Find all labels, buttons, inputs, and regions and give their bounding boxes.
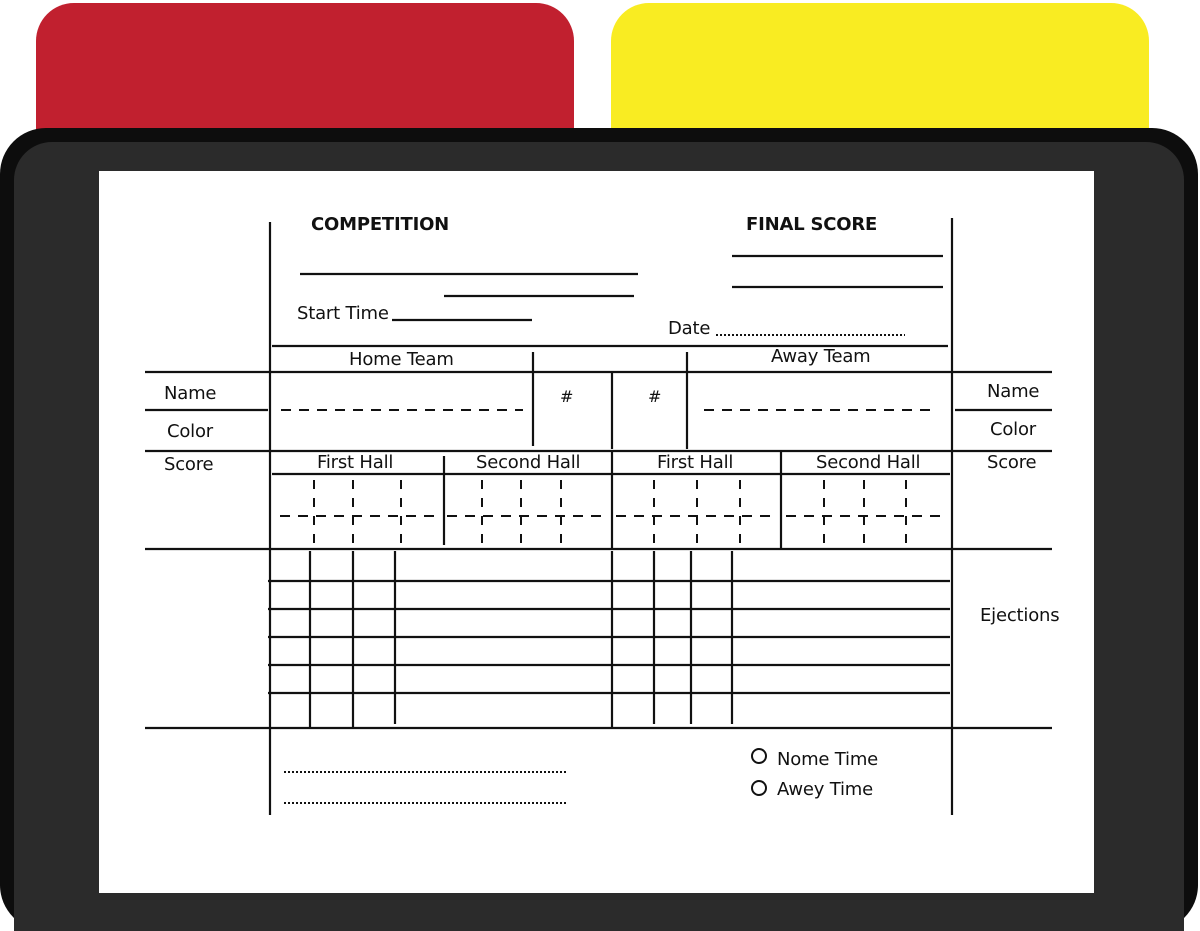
home-score-label: Score: [164, 454, 214, 475]
home-name-label: Name: [164, 383, 217, 404]
home-team-label: Home Team: [349, 349, 454, 370]
away-time-label: Awey Time: [777, 779, 874, 800]
away-color-label: Color: [990, 419, 1036, 440]
home-second-half-label: Second Hall: [476, 452, 581, 473]
home-color-label: Color: [167, 421, 213, 442]
away-first-half-label: First Hall: [657, 452, 734, 473]
away-time-radio[interactable]: [751, 780, 767, 796]
start-time-label: Start Time: [297, 303, 389, 324]
away-name-label: Name: [987, 381, 1040, 402]
competition-label: COMPETITION: [311, 214, 450, 235]
final-score-label: FINAL SCORE: [746, 214, 878, 235]
away-score-label: Score: [987, 452, 1037, 473]
away-team-label: Away Team: [771, 346, 871, 367]
home-first-half-label: First Hall: [317, 452, 394, 473]
date-label: Date: [668, 318, 711, 339]
away-second-half-label: Second Hall: [816, 452, 921, 473]
away-number-sign: #: [648, 387, 662, 406]
ejections-label: Ejections: [980, 605, 1060, 626]
home-number-sign: #: [560, 387, 574, 406]
home-time-radio[interactable]: [751, 748, 767, 764]
home-time-label: Nome Time: [777, 749, 879, 770]
